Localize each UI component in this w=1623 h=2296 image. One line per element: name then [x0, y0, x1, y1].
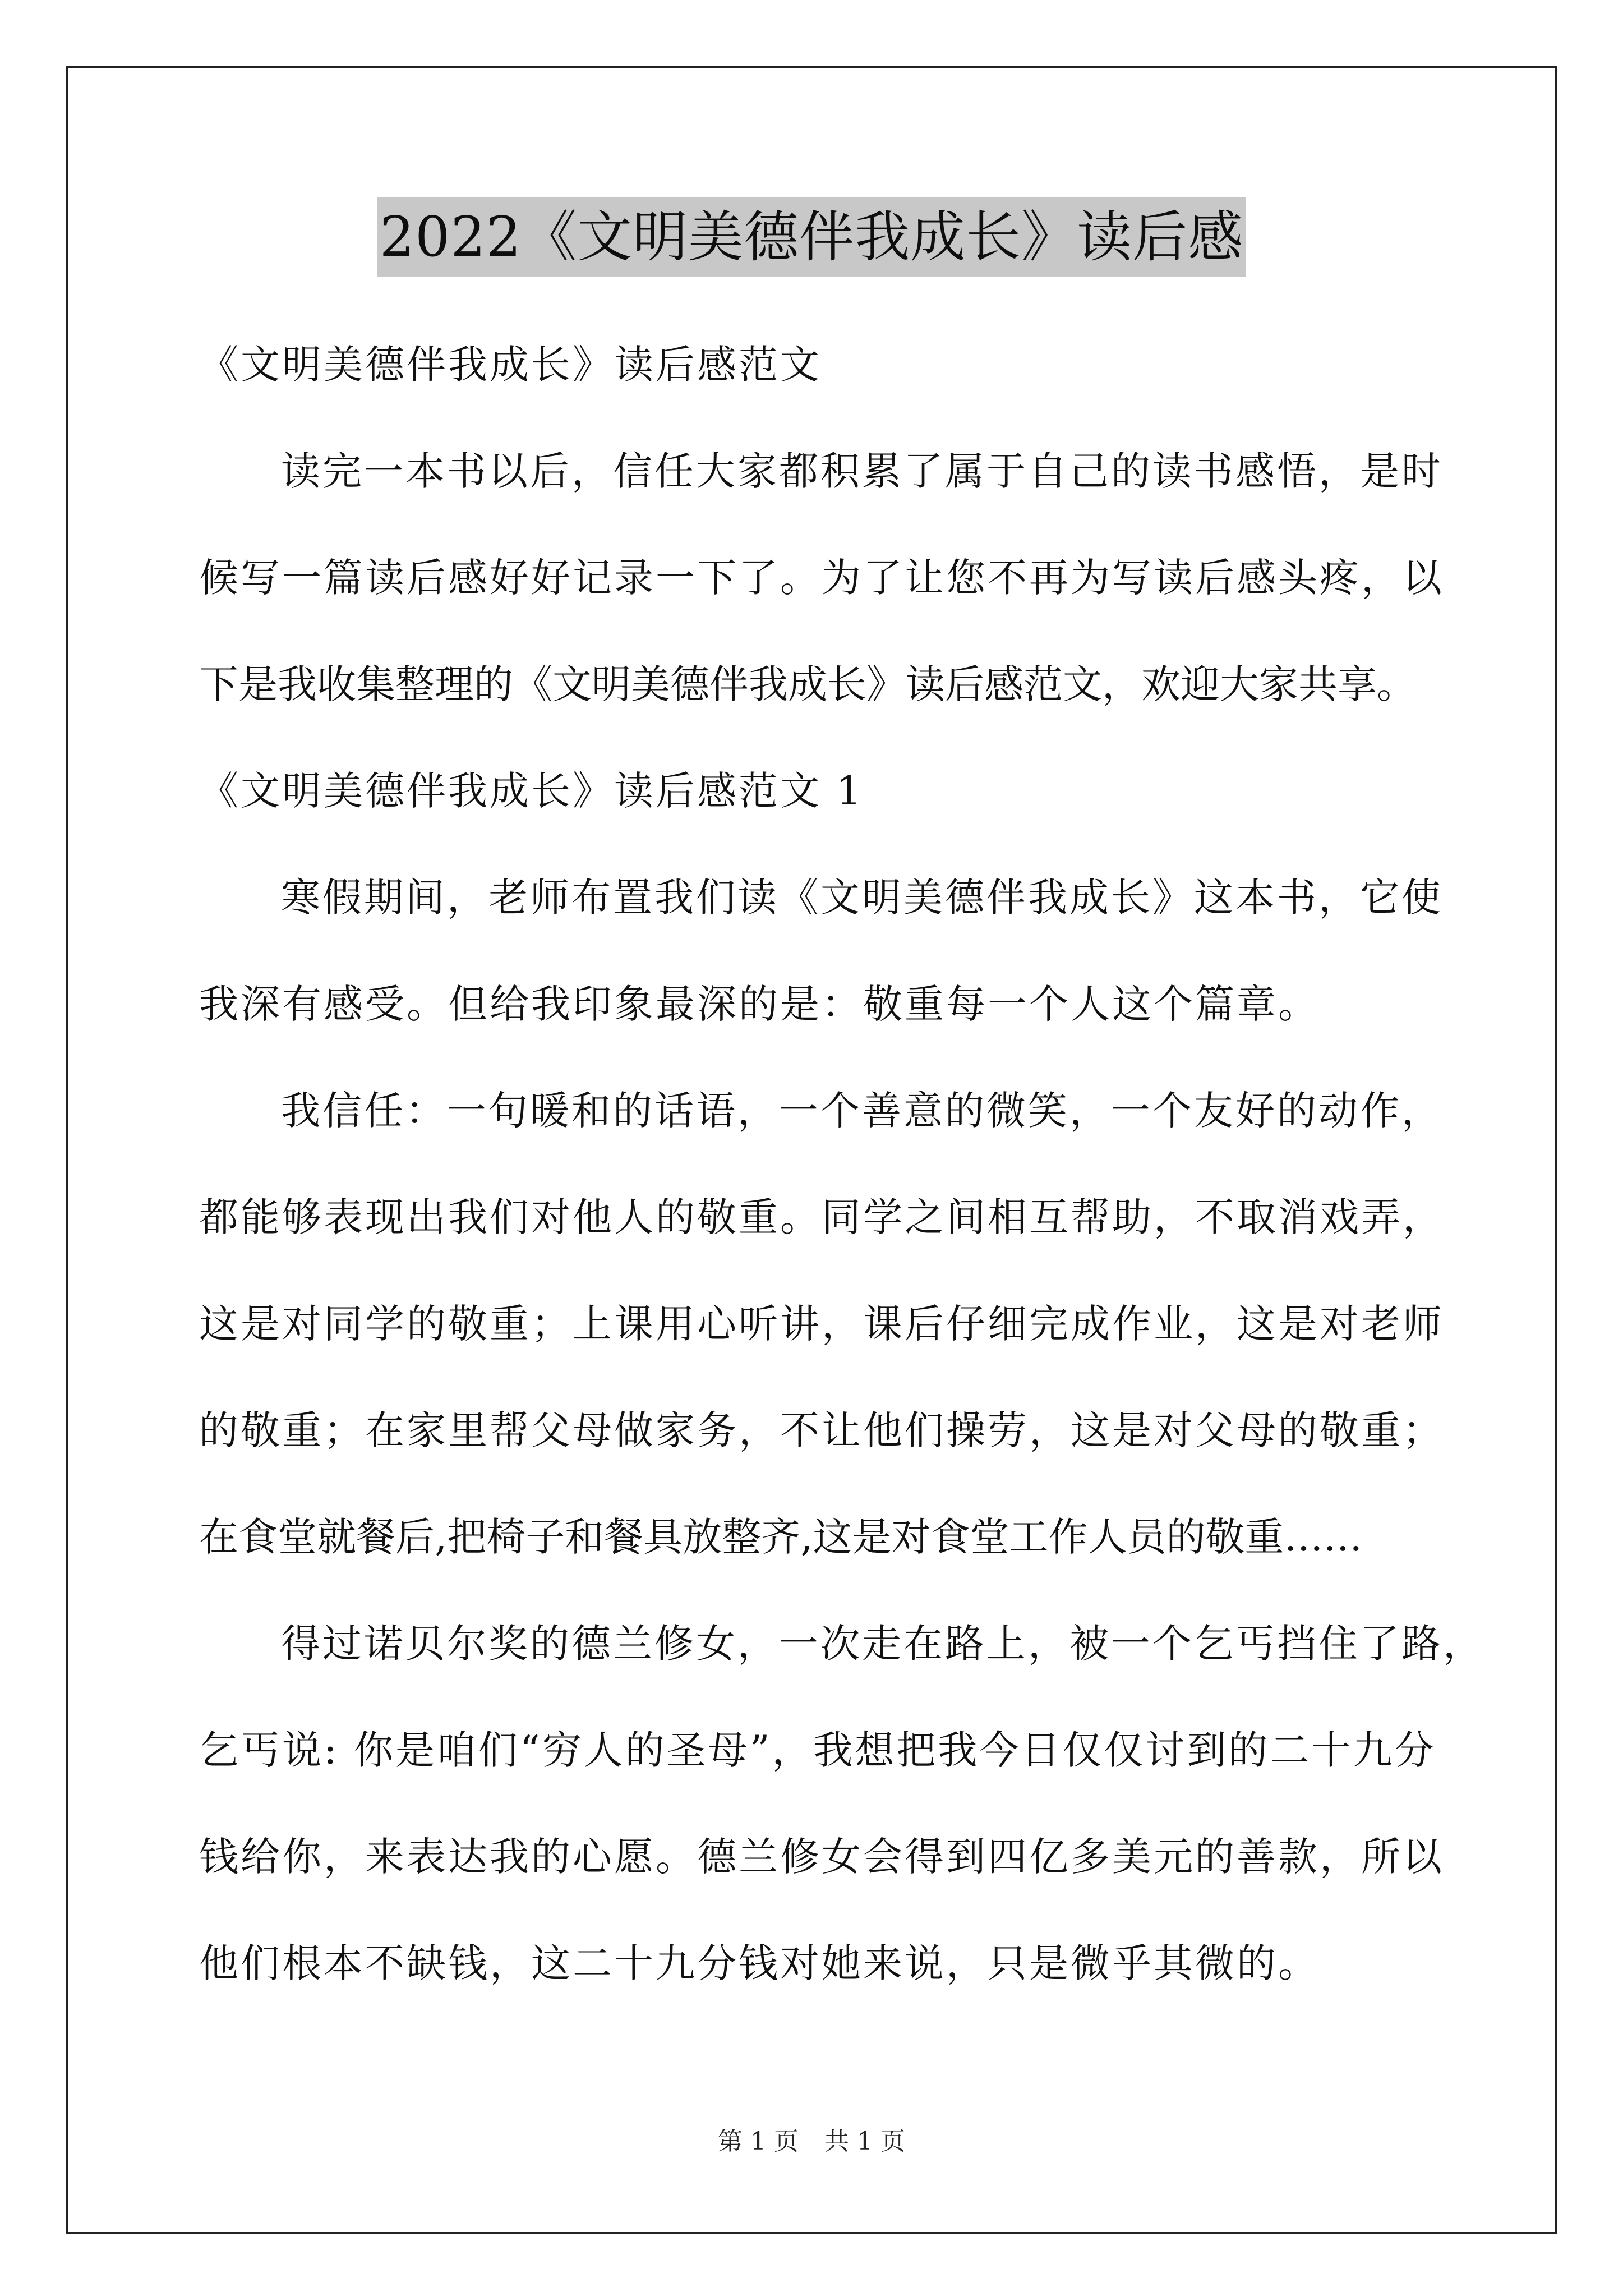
paragraph-line: 这是对同学的敬重；上课用心听讲，课后仔细完成作业，这是对老师 [199, 1301, 1444, 1347]
paragraph-line: 候写一篇读后感好好记录一下了。为了让您不再为写读后感头疼，以 [199, 555, 1444, 601]
paragraph-line: 我信任：一句暖和的话语，一个善意的微笑，一个友好的动作， [281, 1088, 1443, 1134]
paragraph-line: 乞丐说: 你是咱们“穷人的圣母”，我想把我今日仅仅讨到的二十九分 [199, 1727, 1436, 1773]
paragraph-line: 得过诺贝尔奖的德兰修女，一次走在路上，被一个乞丐挡住了路， [281, 1621, 1484, 1667]
document-title: 2022《文明美德伴我成长》读后感 [377, 197, 1246, 277]
paragraph-line: 的敬重；在家里帮父母做家务，不让他们操劳，这是对父母的敬重； [199, 1407, 1444, 1453]
section-heading: 《文明美德伴我成长》读后感范文 1 [199, 768, 864, 814]
paragraph-line: 在食堂就餐后,把椅子和餐具放整齐,这是对食堂工作人员的敬重…… [199, 1514, 1363, 1560]
page-number: 第 1 页 [718, 2127, 799, 2156]
paragraph-line: 寒假期间，老师布置我们读《文明美德伴我成长》这本书，它使 [281, 875, 1443, 921]
page-total: 共 1 页 [824, 2127, 905, 2156]
paragraph-line: 我深有感受。但给我印象最深的是：敬重每一个人这个篇章。 [199, 981, 1320, 1027]
title-wrap [0, 197, 1623, 277]
paragraph-line: 都能够表现出我们对他人的敬重。同学之间相互帮助，不取消戏弄， [199, 1194, 1444, 1240]
page-footer [0, 2125, 1623, 2159]
paragraph-line: 读完一本书以后，信任大家都积累了属于自己的读书感悟，是时 [281, 448, 1443, 494]
paragraph-line: 下是我收集整理的《文明美德伴我成长》读后感范文，欢迎大家共享。 [199, 661, 1416, 707]
subtitle-line: 《文明美德伴我成长》读后感范文 [199, 342, 822, 388]
paragraph-line: 钱给你，来表达我的心愿。德兰修女会得到四亿多美元的善款，所以 [199, 1834, 1444, 1880]
paragraph-line: 他们根本不缺钱，这二十九分钱对她来说，只是微乎其微的。 [199, 1940, 1320, 1986]
document-body [199, 311, 1484, 2017]
